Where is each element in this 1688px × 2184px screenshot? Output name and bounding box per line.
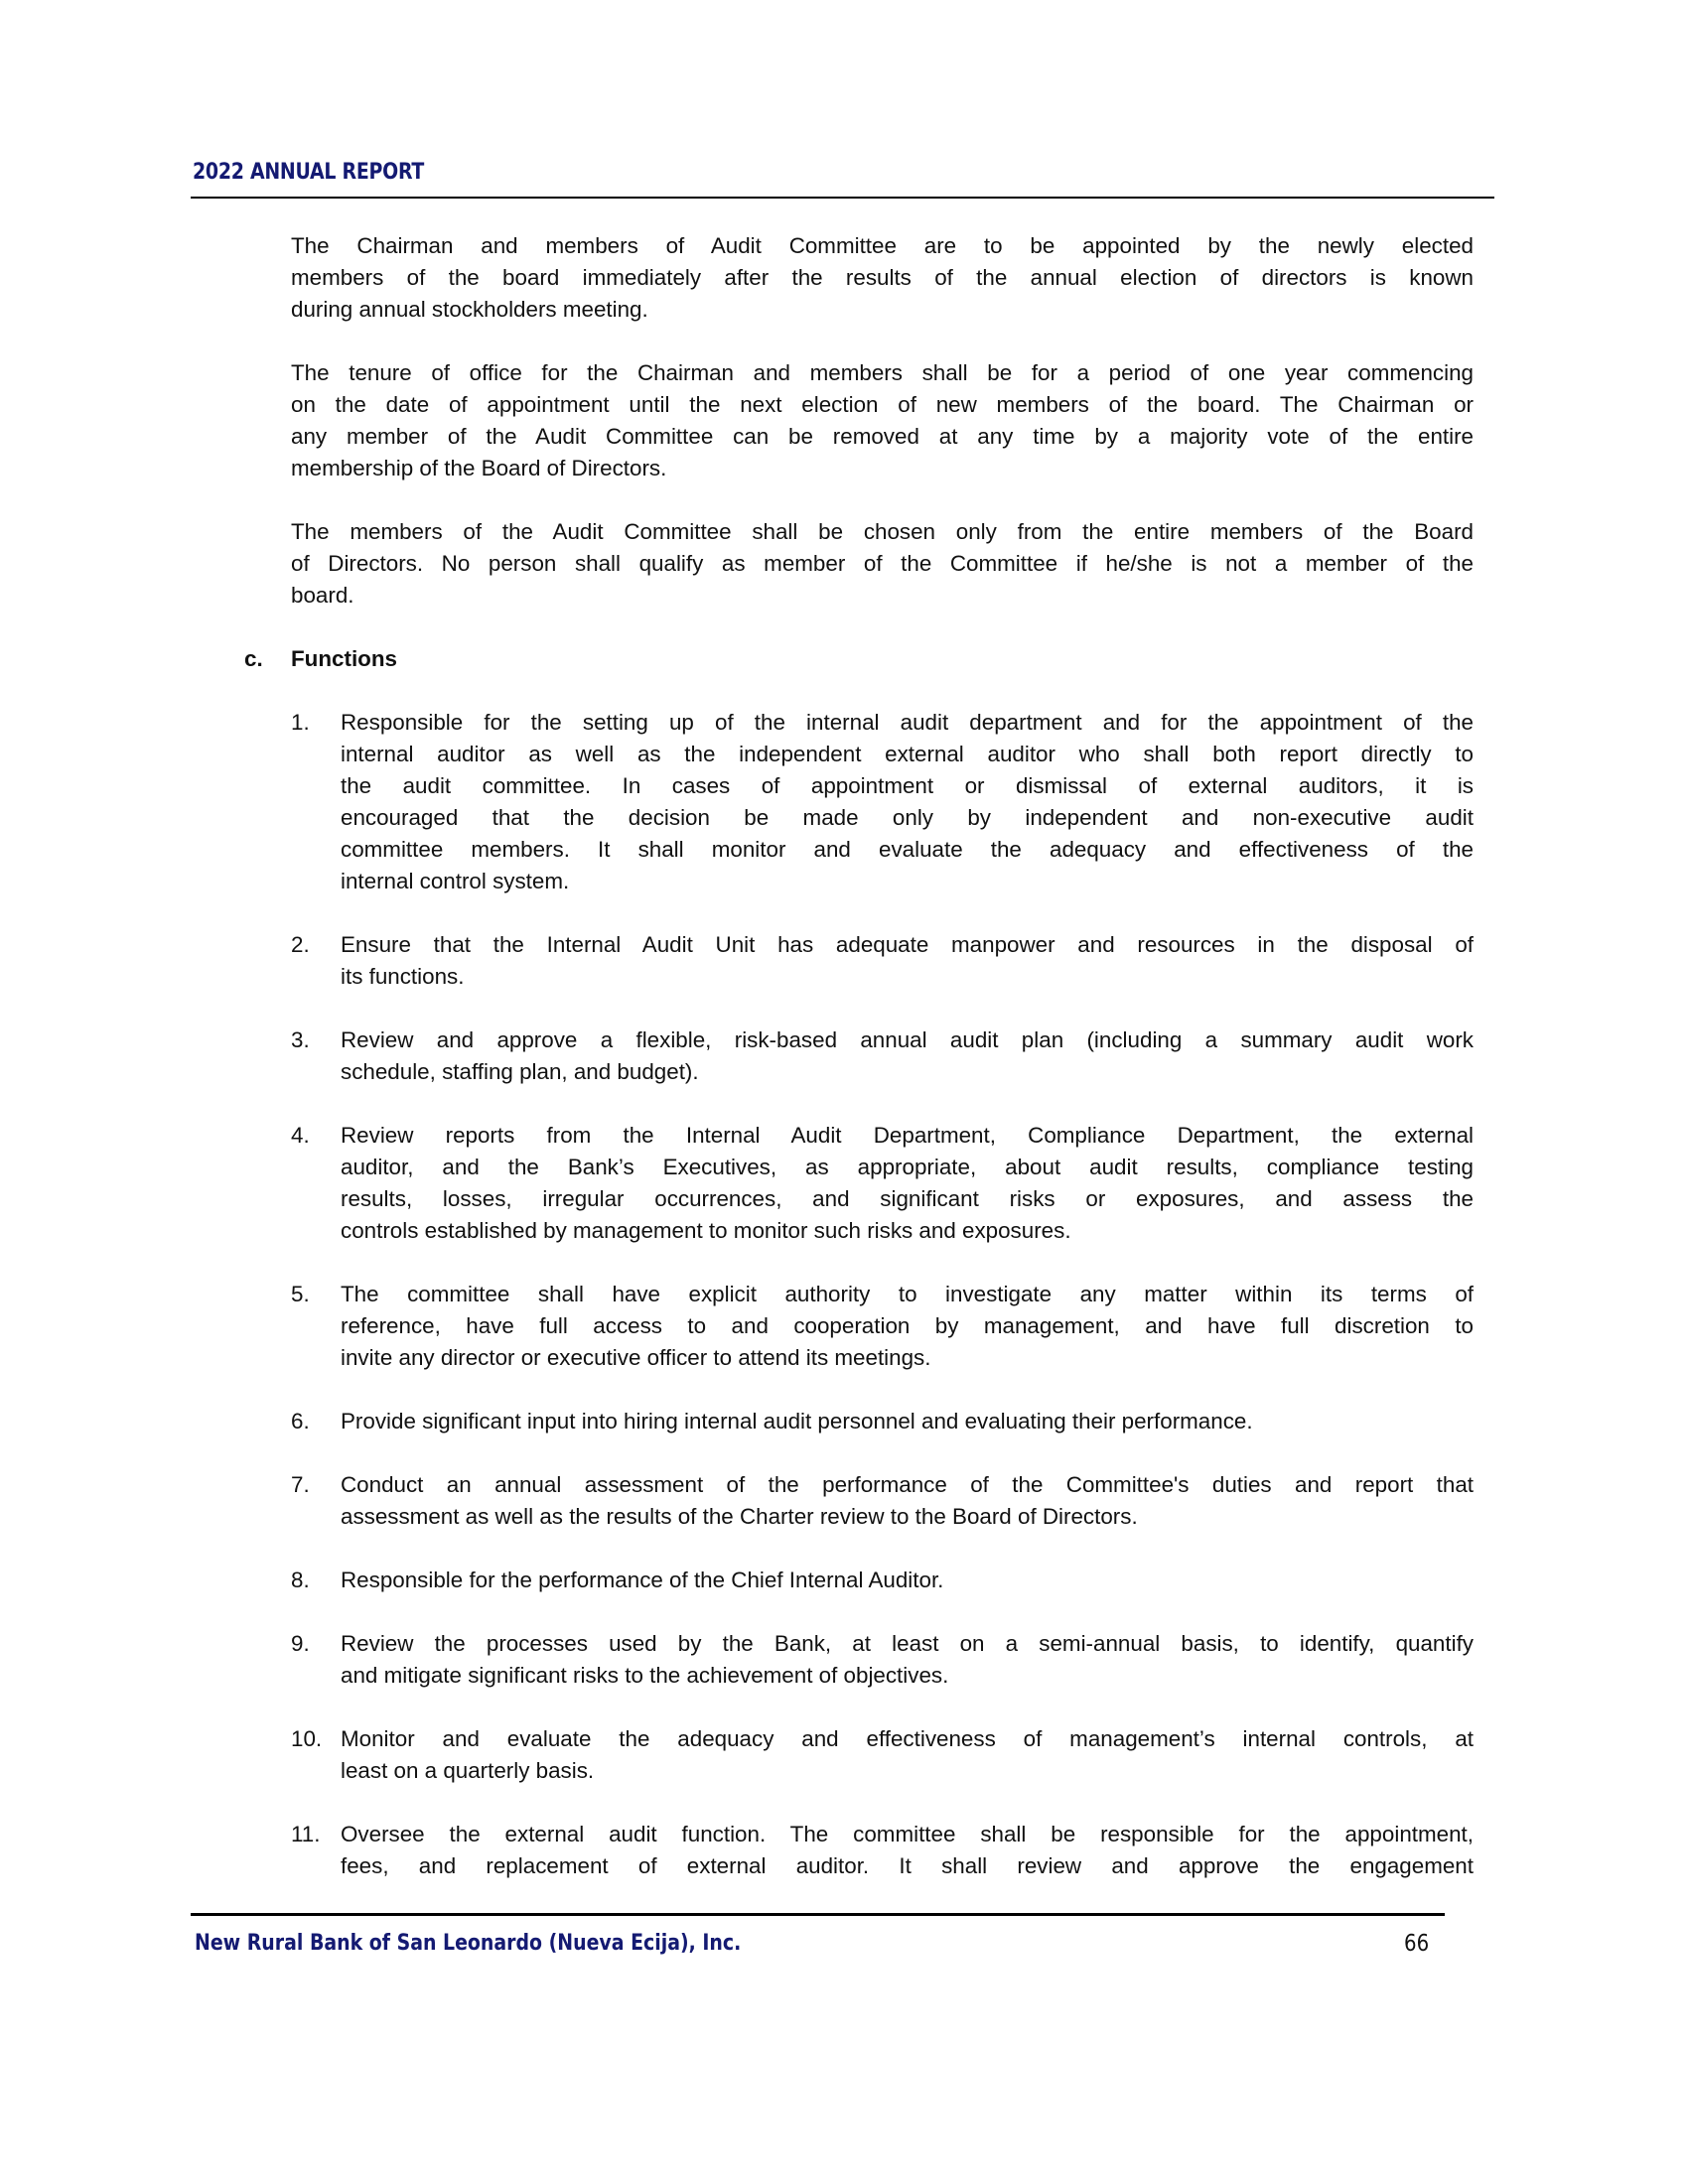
- list-item-line: Ensure that the Internal Audit Unit has adequate manpower and resources in the disposal of: [341, 932, 1474, 957]
- list-item-number: 11.: [291, 1822, 321, 1846]
- paragraph-line: during annual stockholders meeting.: [291, 297, 648, 322]
- list-item-line: encouraged that the decision be made only by independent and non-executive audit: [341, 805, 1474, 830]
- list-item-line: The committee shall have explicit authority to investigate any matter within its terms of: [341, 1282, 1474, 1306]
- paragraph-line: The tenure of office for the Chairman and members shall be for a period of one year commencing: [291, 360, 1474, 385]
- list-item-line: Review the processes used by the Bank, at least on a semi-annual basis, to identify, quantify: [341, 1631, 1474, 1656]
- footer-divider: [191, 1913, 1445, 1916]
- list-item-line: auditor, and the Bank’s Executives, as appropriate, about audit results, compliance testing: [341, 1155, 1474, 1179]
- list-item-line: Review reports from the Internal Audit Department, Compliance Department, the external: [341, 1123, 1474, 1148]
- list-item-line: Conduct an annual assessment of the performance of the Committee's duties and report that: [341, 1472, 1474, 1497]
- list-item-line: least on a quarterly basis.: [341, 1758, 595, 1783]
- list-item-number: 6.: [291, 1409, 310, 1433]
- list-item-line: invite any director or executive officer to attend its meetings.: [341, 1345, 931, 1370]
- list-item-number: 4.: [291, 1123, 310, 1148]
- list-item-line: Provide significant input into hiring internal audit personnel and evaluating their performance.: [341, 1409, 1253, 1433]
- page-number: 66: [1404, 1931, 1430, 1957]
- paragraph-line: The Chairman and members of Audit Committee are to be appointed by the newly elected: [291, 233, 1474, 258]
- report-header-title: 2022 ANNUAL REPORT: [193, 160, 425, 185]
- section-marker: c.: [244, 646, 263, 671]
- list-item-line: Responsible for the setting up of the internal audit department and for the appointment of the: [341, 710, 1474, 735]
- list-item-line: reference, have full access to and cooperation by management, and have full discretion to: [341, 1313, 1474, 1338]
- list-item-line: assessment as well as the results of the Charter review to the Board of Directors.: [341, 1504, 1138, 1529]
- list-item-line: Oversee the external audit function. The committee shall be responsible for the appointment,: [341, 1822, 1474, 1846]
- paragraph-line: any member of the Audit Committee can be removed at any time by a majority vote of the entire: [291, 424, 1474, 449]
- list-item-number: 7.: [291, 1472, 310, 1497]
- list-item-line: schedule, staffing plan, and budget).: [341, 1059, 699, 1084]
- list-item-number: 2.: [291, 932, 310, 957]
- paragraph-line: members of the board immediately after the results of the annual election of directors is known: [291, 265, 1474, 290]
- list-item-number: 5.: [291, 1282, 310, 1306]
- header-divider: [191, 197, 1494, 199]
- list-item-line: results, losses, irregular occurrences, and significant risks or exposures, and assess the: [341, 1186, 1474, 1211]
- paragraph-line: of Directors. No person shall qualify as member of the Committee if he/she is not a member of the: [291, 551, 1474, 576]
- list-item-line: Review and approve a flexible, risk-based annual audit plan (including a summary audit work: [341, 1027, 1474, 1052]
- list-item-line: controls established by management to monitor such risks and exposures.: [341, 1218, 1071, 1243]
- list-item-number: 3.: [291, 1027, 310, 1052]
- list-item-number: 1.: [291, 710, 310, 735]
- list-item-line: committee members. It shall monitor and evaluate the adequacy and effectiveness of the: [341, 837, 1474, 862]
- list-item-line: its functions.: [341, 964, 465, 989]
- list-item-line: internal control system.: [341, 869, 570, 893]
- footer-bank-name: New Rural Bank of San Leonardo (Nueva Ecija), Inc.: [195, 1931, 742, 1956]
- list-item-line: Responsible for the performance of the Chief Internal Auditor.: [341, 1568, 944, 1592]
- list-item-number: 10.: [291, 1726, 323, 1751]
- paragraph-line: The members of the Audit Committee shall be chosen only from the entire members of the Board: [291, 519, 1474, 544]
- list-item-line: fees, and replacement of external auditor. It shall review and approve the engagement: [341, 1853, 1474, 1878]
- paragraph-line: membership of the Board of Directors.: [291, 456, 667, 480]
- list-item-number: 9.: [291, 1631, 310, 1656]
- list-item-line: Monitor and evaluate the adequacy and effectiveness of management’s internal controls, at: [341, 1726, 1474, 1751]
- list-item-line: internal auditor as well as the independent external auditor who shall both report directly to: [341, 742, 1474, 766]
- paragraph-line: board.: [291, 583, 354, 608]
- paragraph-line: on the date of appointment until the next election of new members of the board. The Chairman or: [291, 392, 1474, 417]
- section-heading: Functions: [291, 646, 397, 671]
- list-item-line: and mitigate significant risks to the achievement of objectives.: [341, 1663, 949, 1688]
- list-item-line: the audit committee. In cases of appointment or dismissal of external auditors, it is: [341, 773, 1474, 798]
- list-item-number: 8.: [291, 1568, 310, 1592]
